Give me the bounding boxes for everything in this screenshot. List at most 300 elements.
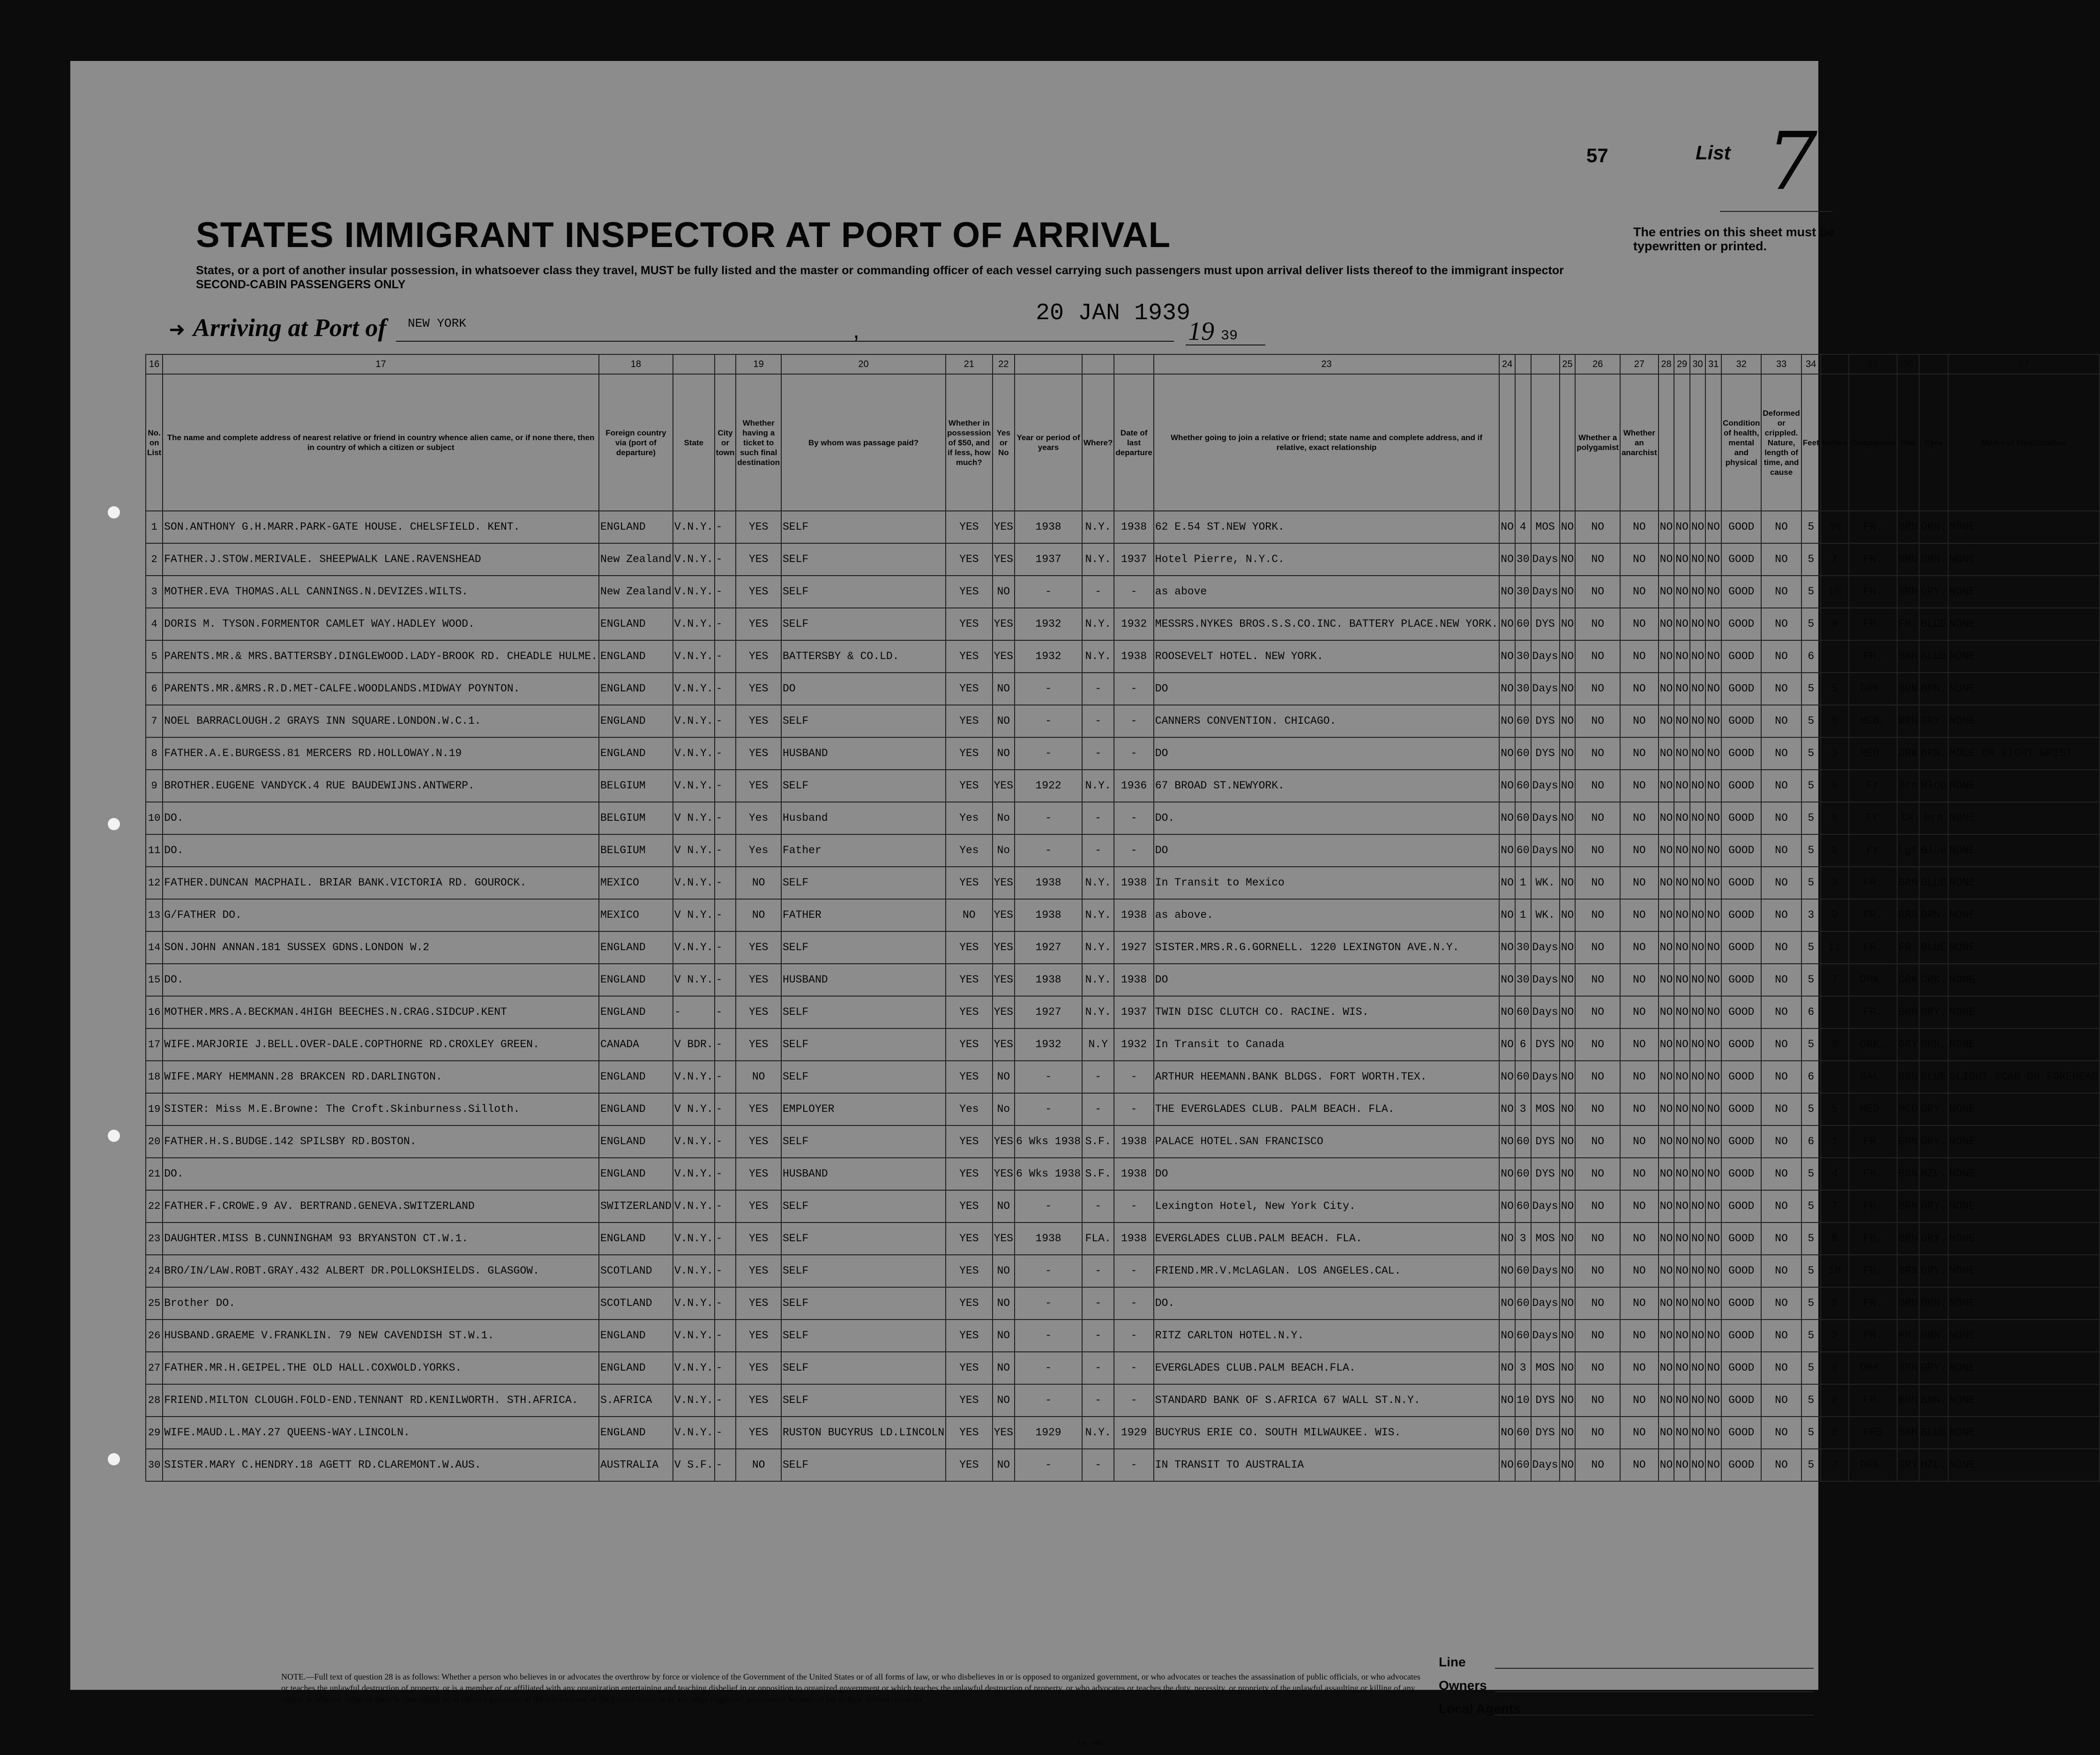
table-cell: YES xyxy=(946,1190,993,1222)
binder-hole xyxy=(108,1130,120,1142)
table-cell: NO xyxy=(1620,1190,1659,1222)
table-cell: WIFE.MAUD.L.MAY.27 QUEENS-WAY.LINCOLN. xyxy=(163,1417,599,1449)
table-cell: YES xyxy=(946,608,993,640)
table-cell: NO xyxy=(1690,608,1706,640)
table-cell: New Zealand xyxy=(599,576,673,608)
table-cell: NO xyxy=(1761,1352,1801,1384)
table-cell: NO xyxy=(1620,1093,1659,1125)
table-cell: YES xyxy=(736,705,781,737)
table-cell: - xyxy=(715,1125,736,1158)
table-cell: NO xyxy=(1690,834,1706,867)
table-cell: SELF xyxy=(781,996,946,1028)
table-cell: V BDR. xyxy=(673,1028,715,1061)
table-cell: NO xyxy=(1560,705,1576,737)
table-cell: 1929 xyxy=(1015,1417,1082,1449)
table-cell: V.N.Y. xyxy=(673,640,715,673)
column-header: The name and complete address of nearest relative or friend in country whence alien came, or if none there, then in country of which a citizen or subject xyxy=(163,374,599,511)
table-cell: YES xyxy=(993,996,1015,1028)
table-cell: DYS xyxy=(1531,1384,1560,1417)
column-header: City or town xyxy=(715,374,736,511)
table-cell: - xyxy=(1082,673,1114,705)
year-prefix: 19 xyxy=(1188,317,1214,346)
column-number: 18 xyxy=(599,354,673,374)
table-cell: NO xyxy=(1659,867,1674,899)
table-cell: V.N.Y. xyxy=(673,576,715,608)
table-cell: NO xyxy=(1659,576,1674,608)
table-cell: N.Y. xyxy=(1082,640,1114,673)
table-cell: NO xyxy=(1560,673,1576,705)
table-cell: BRN xyxy=(1897,1061,1919,1093)
table-cell: NO xyxy=(1620,899,1659,931)
table-cell: BELGIUM xyxy=(599,834,673,867)
column-header: Eyes xyxy=(1919,374,1948,511)
table-cell: SELF xyxy=(781,1384,946,1417)
table-cell: V.N.Y. xyxy=(673,1287,715,1320)
table-cell: 60 xyxy=(1515,608,1531,640)
table-cell: NO xyxy=(1560,1320,1576,1352)
table-cell: FR. xyxy=(1849,543,1897,576)
table-cell: Days xyxy=(1531,1255,1560,1287)
agents-label: Local Agents xyxy=(1439,1702,1521,1716)
table-cell: NO xyxy=(1690,867,1706,899)
table-row xyxy=(146,1417,2100,1449)
table-cell: Lexington Hotel, New York City. xyxy=(1154,1190,1500,1222)
table-cell: 1927 xyxy=(1015,996,1082,1028)
table-cell: NO xyxy=(1499,802,1515,834)
table-cell: NO xyxy=(1690,705,1706,737)
table-cell: FATHER.J.STOW.MERIVALE. SHEEPWALK LANE.RAVENSHEAD xyxy=(163,543,599,576)
table-cell: BRN xyxy=(1897,511,1919,543)
table-cell: NO xyxy=(1560,1255,1576,1287)
table-cell: NO xyxy=(1620,576,1659,608)
table-cell: NO xyxy=(1560,834,1576,867)
table-cell: YES xyxy=(993,931,1015,964)
table-row xyxy=(146,1255,2100,1287)
table-cell: HUSBAND xyxy=(781,737,946,770)
manifest-table xyxy=(145,354,2100,1482)
table-cell: - xyxy=(1114,802,1153,834)
table-cell: NO xyxy=(1560,640,1576,673)
table-cell: DO xyxy=(1154,737,1500,770)
table-cell: - xyxy=(1114,1061,1153,1093)
table-cell: FR. xyxy=(1849,1320,1897,1352)
table-cell: 7 xyxy=(1821,543,1849,576)
table-cell: 5 xyxy=(1801,576,1821,608)
table-cell: DAUGHTER.MISS B.CUNNINGHAM 93 BRYANSTON CT.W.1. xyxy=(163,1222,599,1255)
table-cell: 5 xyxy=(1801,964,1821,996)
table-cell: Blue xyxy=(1919,770,1948,802)
table-cell: GOOD xyxy=(1721,834,1761,867)
table-cell: S.AFRICA xyxy=(599,1384,673,1417)
table-cell: NO xyxy=(1620,834,1659,867)
table-cell: - xyxy=(1114,1255,1153,1287)
table-cell: 5 xyxy=(1801,737,1821,770)
line-signature-line xyxy=(1495,1668,1814,1669)
table-row xyxy=(146,899,2100,931)
table-cell: V.N.Y. xyxy=(673,1125,715,1158)
table-cell: GOOD xyxy=(1721,1028,1761,1061)
table-cell: - xyxy=(1114,737,1153,770)
table-cell: NO xyxy=(1620,1287,1659,1320)
table-cell: BRN xyxy=(1897,543,1919,576)
table-cell: 9 xyxy=(1821,1222,1849,1255)
table-cell: V.N.Y. xyxy=(673,1061,715,1093)
table-cell: SWITZERLAND xyxy=(599,1190,673,1222)
table-cell: BRN xyxy=(1897,576,1919,608)
table-cell: NO xyxy=(1674,996,1690,1028)
table-cell: YES xyxy=(946,511,993,543)
table-cell: 60 xyxy=(1515,1417,1531,1449)
table-cell: YES xyxy=(736,1384,781,1417)
table-cell: V N.Y. xyxy=(673,964,715,996)
table-cell: NONE xyxy=(1948,543,2100,576)
table-cell: NO xyxy=(1690,1255,1706,1287)
table-cell: NO xyxy=(1659,802,1674,834)
table-cell: NO xyxy=(1705,608,1721,640)
table-cell: N.Y. xyxy=(1082,899,1114,931)
table-cell: NO xyxy=(1690,1028,1706,1061)
table-cell: GOOD xyxy=(1721,931,1761,964)
table-cell: AUSTRALIA xyxy=(599,1449,673,1481)
table-cell: YES xyxy=(993,1125,1015,1158)
table-cell: SCOTLAND xyxy=(599,1255,673,1287)
column-header: Feet xyxy=(1801,374,1821,511)
row-number: 14 xyxy=(146,931,163,964)
table-cell: YES xyxy=(736,964,781,996)
table-cell: ROOSEVELT HOTEL. NEW YORK. xyxy=(1154,640,1500,673)
table-cell: SELF xyxy=(781,770,946,802)
table-cell: NO xyxy=(1659,673,1674,705)
table-cell: Brn xyxy=(1897,770,1919,802)
table-cell: NO xyxy=(1705,1352,1721,1384)
table-cell: MESSRS.NYKES BROS.S.S.CO.INC. BATTERY PLACE.NEW YORK. xyxy=(1154,608,1500,640)
table-cell: FR. xyxy=(1849,996,1897,1028)
table-cell: BRN. xyxy=(1919,1384,1948,1417)
table-cell: 7 xyxy=(1821,1190,1849,1222)
table-cell: FR. xyxy=(1849,931,1897,964)
table-cell: FR. xyxy=(1849,1287,1897,1320)
table-cell: 6 Wks 1938 xyxy=(1015,1158,1082,1190)
table-cell: NO xyxy=(1560,1190,1576,1222)
table-cell: NO xyxy=(1674,1352,1690,1384)
table-cell: YES xyxy=(946,770,993,802)
table-cell: BRN. xyxy=(1919,673,1948,705)
column-header: Whether a polygamist xyxy=(1575,374,1620,511)
table-cell: NO xyxy=(736,899,781,931)
table-cell: NO xyxy=(1690,899,1706,931)
table-cell: 1938 xyxy=(1114,1222,1153,1255)
table-cell: NO xyxy=(1674,931,1690,964)
owners-label: Owners xyxy=(1439,1678,1487,1693)
table-cell: 5 xyxy=(1801,834,1821,867)
table-cell: YES xyxy=(946,1158,993,1190)
table-cell: - xyxy=(1082,705,1114,737)
column-header xyxy=(1499,374,1515,511)
table-cell: NO xyxy=(1659,1028,1674,1061)
table-cell: - xyxy=(1015,1190,1082,1222)
table-cell: - xyxy=(1114,576,1153,608)
table-cell: NO xyxy=(1674,867,1690,899)
table-cell: NO xyxy=(1761,705,1801,737)
table-cell: FR. xyxy=(1849,576,1897,608)
table-cell: YES xyxy=(993,640,1015,673)
column-header xyxy=(1515,374,1531,511)
table-cell: NO xyxy=(1705,964,1721,996)
table-cell: FR. xyxy=(1849,899,1897,931)
table-cell: 30 xyxy=(1515,576,1531,608)
table-cell: NO xyxy=(1705,834,1721,867)
table-cell: NO xyxy=(1659,1125,1674,1158)
table-row xyxy=(146,1125,2100,1158)
table-cell: NONE xyxy=(1948,1255,2100,1287)
table-cell: NO xyxy=(1620,1417,1659,1449)
table-cell: NO xyxy=(1674,834,1690,867)
table-cell: V.N.Y. xyxy=(673,1255,715,1287)
table-cell: YES xyxy=(946,640,993,673)
table-cell: NO xyxy=(1560,931,1576,964)
table-cell: NO xyxy=(993,705,1015,737)
table-cell: NO xyxy=(1690,1093,1706,1125)
table-cell: NO xyxy=(1560,1384,1576,1417)
table-cell: NO xyxy=(1620,1061,1659,1093)
table-cell: NO xyxy=(1674,1093,1690,1125)
table-cell: NO xyxy=(1761,1125,1801,1158)
table-cell: NO xyxy=(1575,931,1620,964)
table-cell: DRK. xyxy=(1849,964,1897,996)
table-cell: MOS xyxy=(1531,1222,1560,1255)
table-cell: NO xyxy=(1499,1125,1515,1158)
table-cell: NOEL BARRACLOUGH.2 GRAYS INN SQUARE.LONDON.W.C.1. xyxy=(163,705,599,737)
table-cell: Days xyxy=(1531,1287,1560,1320)
table-cell: ENGLAND xyxy=(599,1093,673,1125)
table-cell: SON.ANTHONY G.H.MARR.PARK-GATE HOUSE. CHELSFIELD. KENT. xyxy=(163,511,599,543)
column-header: Hair xyxy=(1897,374,1919,511)
table-row xyxy=(146,931,2100,964)
table-cell: NONE xyxy=(1948,964,2100,996)
table-cell: N.Y. xyxy=(1082,996,1114,1028)
table-cell: 1932 xyxy=(1114,608,1153,640)
table-cell: NO xyxy=(1761,834,1801,867)
table-cell: NO xyxy=(1575,737,1620,770)
table-cell: - xyxy=(715,1028,736,1061)
table-cell: NO xyxy=(1690,964,1706,996)
table-cell: 5 xyxy=(1801,1028,1821,1061)
table-cell: NO xyxy=(1620,867,1659,899)
table-cell: MOTHER.EVA THOMAS.ALL CANNINGS.N.DEVIZES.WILTS. xyxy=(163,576,599,608)
table-cell: YES xyxy=(993,964,1015,996)
table-cell: NO xyxy=(1705,705,1721,737)
table-cell: NO xyxy=(1659,1158,1674,1190)
table-cell: RITZ CARLTON HOTEL.N.Y. xyxy=(1154,1320,1500,1352)
table-cell: Husband xyxy=(781,802,946,834)
column-header: Year or period of years xyxy=(1015,374,1082,511)
table-cell: 1932 xyxy=(1015,608,1082,640)
table-cell: - xyxy=(715,1320,736,1352)
table-cell: NO xyxy=(993,1320,1015,1352)
agents-signature-line xyxy=(1495,1715,1814,1716)
table-cell: NO xyxy=(1761,1449,1801,1481)
column-number: 31 xyxy=(1705,354,1721,374)
table-cell: NO xyxy=(1575,834,1620,867)
table-cell: NO xyxy=(1575,705,1620,737)
table-cell: NO xyxy=(1659,770,1674,802)
table-cell: ENGLAND xyxy=(599,1061,673,1093)
row-number: 10 xyxy=(146,802,163,834)
row-number: 16 xyxy=(146,996,163,1028)
table-cell: GOOD xyxy=(1721,737,1761,770)
table-cell: V.N.Y. xyxy=(673,608,715,640)
table-cell: NO xyxy=(736,1449,781,1481)
table-cell: NO xyxy=(1560,964,1576,996)
table-row xyxy=(146,640,2100,673)
table-cell: GRY xyxy=(1897,1449,1919,1481)
table-cell: NO xyxy=(1761,1158,1801,1190)
table-cell: NO xyxy=(1690,1125,1706,1158)
table-cell: DO. xyxy=(163,802,599,834)
table-cell: - xyxy=(715,608,736,640)
table-cell: Father xyxy=(781,834,946,867)
table-cell: NO xyxy=(1499,996,1515,1028)
table-cell: NO xyxy=(1705,511,1721,543)
table-cell: No xyxy=(993,1093,1015,1125)
table-cell: BROTHER.EUGENE VANDYCK.4 RUE BAUDEWIJNS.ANTWERP. xyxy=(163,770,599,802)
table-cell: PARENTS.MR.& MRS.BATTERSBY.DINGLEWOOD.LADY-BROOK RD. CHEADLE HULME. xyxy=(163,640,599,673)
table-cell: 1938 xyxy=(1015,1222,1082,1255)
table-cell: NO xyxy=(1761,1093,1801,1125)
table-cell: YES xyxy=(736,640,781,673)
table-cell: 1937 xyxy=(1114,543,1153,576)
table-cell: YES xyxy=(946,673,993,705)
table-cell: NO xyxy=(1499,608,1515,640)
table-cell: GRY. xyxy=(1919,705,1948,737)
table-cell: SAL. xyxy=(1849,1061,1897,1093)
table-cell: 30 xyxy=(1515,673,1531,705)
table-cell: V.N.Y. xyxy=(673,1384,715,1417)
table-cell: DO xyxy=(1154,834,1500,867)
table-cell: BRN xyxy=(1897,1190,1919,1222)
table-cell: MOS xyxy=(1531,511,1560,543)
table-cell: NO xyxy=(1499,1158,1515,1190)
table-cell: NO xyxy=(1499,1320,1515,1352)
table-cell: CANNERS CONVENTION. CHICAGO. xyxy=(1154,705,1500,737)
table-cell: V.N.Y. xyxy=(673,705,715,737)
table-cell: 7 xyxy=(1821,1449,1849,1481)
table-cell: NO xyxy=(1674,1222,1690,1255)
table-cell: DYS xyxy=(1531,1417,1560,1449)
table-cell: 3 xyxy=(1801,899,1821,931)
table-cell: SELF xyxy=(781,511,946,543)
table-cell: 1938 xyxy=(1015,511,1082,543)
table-cell: DYS xyxy=(1531,737,1560,770)
table-cell: BRN xyxy=(1897,899,1919,931)
table-row xyxy=(146,1190,2100,1222)
table-cell: Days xyxy=(1531,1190,1560,1222)
table-cell: WIFE.MARY HEMMANN.28 BRAKCEN RD.DARLINGTON. xyxy=(163,1061,599,1093)
table-cell: NO xyxy=(1705,543,1721,576)
table-cell: NO xyxy=(1690,931,1706,964)
table-cell: S.F. xyxy=(1082,1158,1114,1190)
table-cell: YES xyxy=(736,608,781,640)
table-row xyxy=(146,770,2100,802)
table-cell: - xyxy=(1082,1061,1114,1093)
table-cell: BRN xyxy=(1897,867,1919,899)
table-cell: 60 xyxy=(1515,705,1531,737)
column-header: Whether going to join a relative or friend; state name and complete address, and if relative, exact relationship xyxy=(1154,374,1500,511)
table-cell: NO xyxy=(1620,543,1659,576)
table-cell: N.Y. xyxy=(1082,543,1114,576)
table-cell: NO xyxy=(1690,1449,1706,1481)
table-cell: G/FATHER DO. xyxy=(163,899,599,931)
table-row xyxy=(146,1320,2100,1352)
table-cell: - xyxy=(1114,1093,1153,1125)
table-cell: ENGLAND xyxy=(599,673,673,705)
table-cell: MED. xyxy=(1849,705,1897,737)
date-stamp: 20 JAN 1939 xyxy=(1036,300,1191,327)
table-cell: FATHER xyxy=(781,899,946,931)
row-number: 23 xyxy=(146,1222,163,1255)
table-cell: - xyxy=(715,1352,736,1384)
table-cell: 60 xyxy=(1515,1158,1531,1190)
column-header: Whether having a ticket to such final destination xyxy=(736,374,781,511)
table-cell: N.Y. xyxy=(1082,511,1114,543)
table-cell: FR. xyxy=(1849,1158,1897,1190)
table-row xyxy=(146,1287,2100,1320)
table-cell: NO xyxy=(1560,1028,1576,1061)
table-cell: NO xyxy=(1560,1125,1576,1158)
table-cell: DRK. xyxy=(1849,1028,1897,1061)
table-cell: - xyxy=(715,1449,736,1481)
table-cell: - xyxy=(1015,705,1082,737)
table-cell: WK. xyxy=(1531,899,1560,931)
table-cell: 6 Wks 1938 xyxy=(1015,1125,1082,1158)
table-cell: SCOTLAND xyxy=(599,1287,673,1320)
table-cell: NO xyxy=(1620,705,1659,737)
table-cell: GRY. xyxy=(1919,576,1948,608)
table-cell: NO xyxy=(1761,1384,1801,1417)
column-number: 22 xyxy=(993,354,1015,374)
table-cell: NO xyxy=(1499,1028,1515,1061)
table-cell: 1 xyxy=(1821,1125,1849,1158)
column-number: 37 xyxy=(1948,354,2100,374)
table-cell: SELF xyxy=(781,1320,946,1352)
table-cell: NO xyxy=(946,899,993,931)
table-cell: 5 xyxy=(1801,543,1821,576)
list-label: List xyxy=(1696,142,1731,164)
table-cell: NO xyxy=(1674,1190,1690,1222)
table-cell: V S.F. xyxy=(673,1449,715,1481)
table-cell: DRK. xyxy=(1849,1449,1897,1481)
column-header: Whether an anarchist xyxy=(1620,374,1659,511)
table-cell: YES xyxy=(993,511,1015,543)
table-cell: 9 xyxy=(1821,1352,1849,1384)
table-cell: SISTER.MARY C.HENDRY.18 AGETT RD.CLAREMONT.W.AUS. xyxy=(163,1449,599,1481)
table-cell: ENGLAND xyxy=(599,737,673,770)
table-cell: YES xyxy=(993,1222,1015,1255)
table-cell: - xyxy=(1821,996,1849,1028)
table-cell: NO xyxy=(1620,1384,1659,1417)
table-cell: - xyxy=(1015,673,1082,705)
table-cell: YES xyxy=(946,1449,993,1481)
table-cell: NO xyxy=(1690,1061,1706,1093)
table-cell: Days xyxy=(1531,543,1560,576)
column-header: Date of last departure xyxy=(1114,374,1153,511)
table-cell: NO xyxy=(1575,1352,1620,1384)
table-cell: 5 xyxy=(1801,1384,1821,1417)
table-cell: YES xyxy=(946,1255,993,1287)
table-cell: 1938 xyxy=(1015,867,1082,899)
table-cell: V.N.Y. xyxy=(673,1190,715,1222)
table-cell: 5 xyxy=(1801,1222,1821,1255)
